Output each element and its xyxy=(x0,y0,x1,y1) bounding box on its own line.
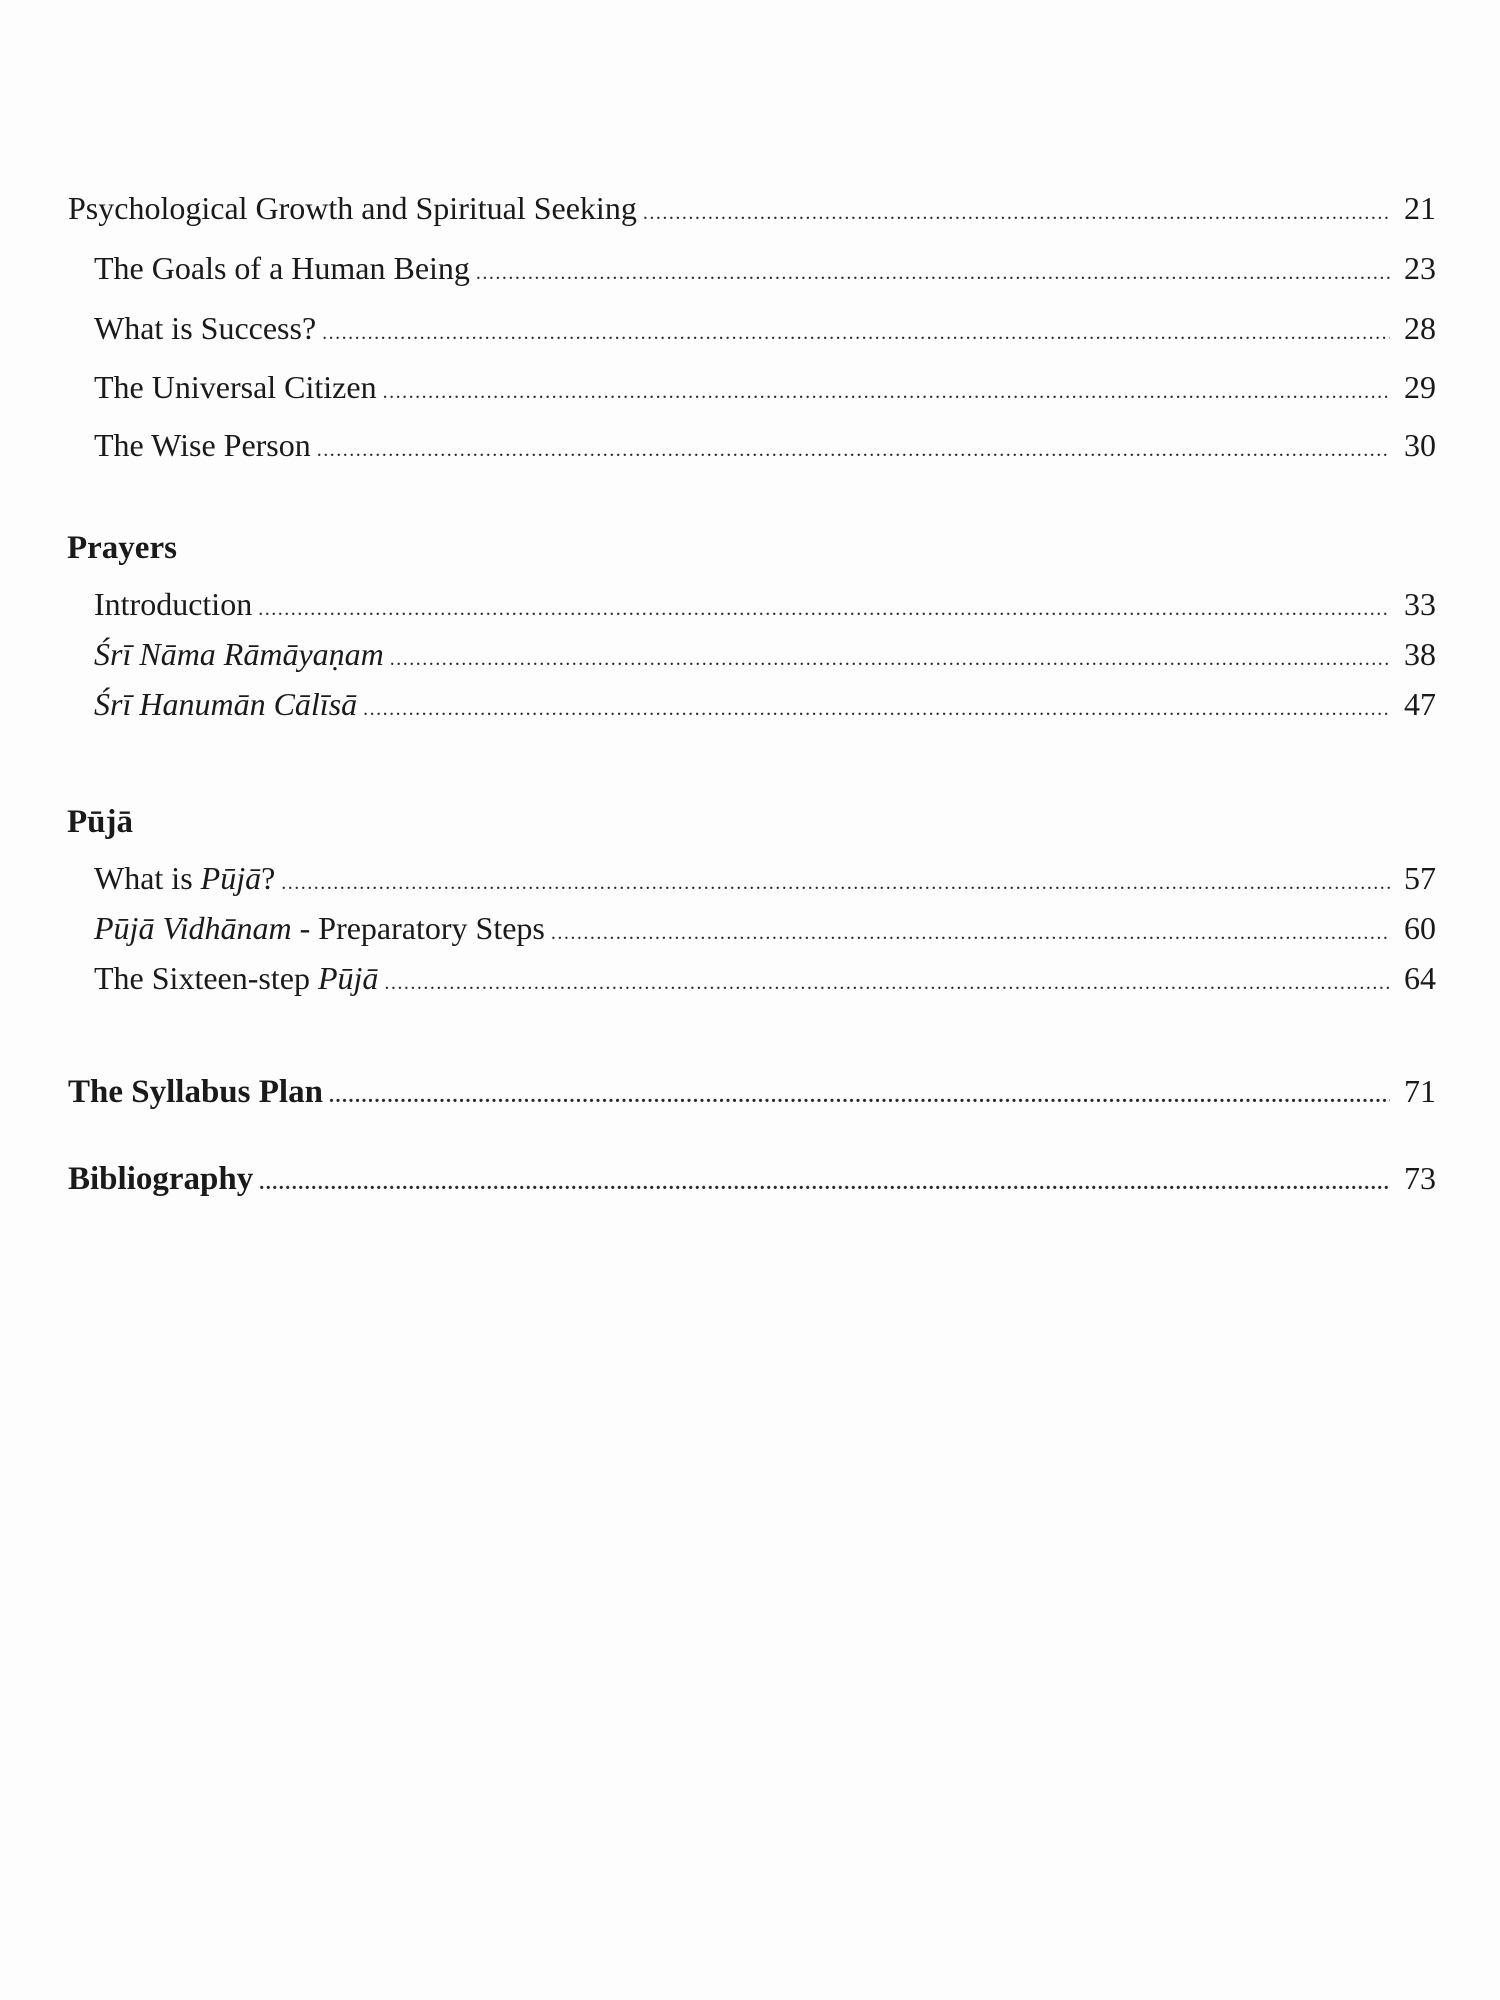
toc-entry-page: 33 xyxy=(1404,586,1436,622)
toc-entry-title: The Syllabus Plan xyxy=(68,1074,323,1110)
toc-entry-page: 60 xyxy=(1404,910,1436,946)
toc-entry-page: 30 xyxy=(1404,427,1436,463)
toc-entry-puja-vidhanam[interactable] xyxy=(94,908,1436,953)
toc-entry-page: 47 xyxy=(1404,686,1436,722)
toc-entry-title: Śrī Hanumān Cālīsā xyxy=(94,686,358,722)
toc-entry-title: Introduction xyxy=(94,586,253,622)
toc-entry-syllabus-plan[interactable] xyxy=(68,1071,1436,1116)
section-heading-prayers: Prayers xyxy=(67,530,177,566)
toc-entry-title: The Wise Person xyxy=(94,427,311,463)
toc-entry-hanuman-calisa[interactable] xyxy=(94,684,1436,729)
toc-entry-title: Psychological Growth and Spiritual Seeking xyxy=(68,190,637,226)
dot-leader xyxy=(390,639,1390,679)
dot-leader xyxy=(384,963,1390,1003)
dot-leader xyxy=(322,313,1390,353)
toc-entry-goals[interactable] xyxy=(94,248,1436,293)
toc-entry-page: 57 xyxy=(1404,860,1436,896)
toc-entry-page: 71 xyxy=(1404,1073,1436,1109)
toc-entry-title: The Goals of a Human Being xyxy=(94,250,470,286)
toc-entry-universal-citizen[interactable] xyxy=(94,367,1436,412)
toc-entry-introduction[interactable] xyxy=(94,584,1436,629)
toc-entry-title: The Sixteen-step Pūjā xyxy=(94,960,379,996)
toc-entry-page: 29 xyxy=(1404,369,1436,405)
toc-entry-nama-ramayanam[interactable] xyxy=(94,634,1436,679)
dot-leader xyxy=(363,689,1390,729)
dot-leader xyxy=(258,589,1390,629)
dot-leader xyxy=(317,430,1390,470)
toc-entry-title: What is Success? xyxy=(94,310,317,346)
dot-leader xyxy=(329,1076,1390,1116)
toc-entry-bibliography[interactable] xyxy=(68,1158,1436,1203)
section-heading-puja: Pūjā xyxy=(67,804,133,840)
toc-entry-success[interactable] xyxy=(94,308,1436,353)
toc-entry-psychological-growth[interactable] xyxy=(68,188,1436,233)
dot-leader xyxy=(551,913,1390,953)
toc-entry-page: 23 xyxy=(1404,250,1436,286)
dot-leader xyxy=(643,193,1390,233)
toc-entry-page: 64 xyxy=(1404,960,1436,996)
toc-entry-what-is-puja[interactable] xyxy=(94,858,1436,903)
toc-entry-page: 28 xyxy=(1404,310,1436,346)
toc-entry-page: 21 xyxy=(1404,190,1436,226)
toc-entry-title: What is Pūjā? xyxy=(94,860,276,896)
dot-leader xyxy=(476,253,1390,293)
toc-entry-title: The Universal Citizen xyxy=(94,369,377,405)
dot-leader xyxy=(281,863,1390,903)
toc-entry-page: 38 xyxy=(1404,636,1436,672)
toc-entry-title: Bibliography xyxy=(68,1161,254,1197)
toc-entry-page: 73 xyxy=(1404,1160,1436,1196)
toc-entry-wise-person[interactable] xyxy=(94,425,1436,470)
dot-leader xyxy=(383,372,1390,412)
toc-entry-title: Śrī Nāma Rāmāyaṇam xyxy=(94,636,384,672)
dot-leader xyxy=(259,1163,1390,1203)
toc-entry-title: Pūjā Vidhānam - Preparatory Steps xyxy=(94,910,545,946)
toc-entry-sixteen-step-puja[interactable] xyxy=(94,958,1436,1003)
